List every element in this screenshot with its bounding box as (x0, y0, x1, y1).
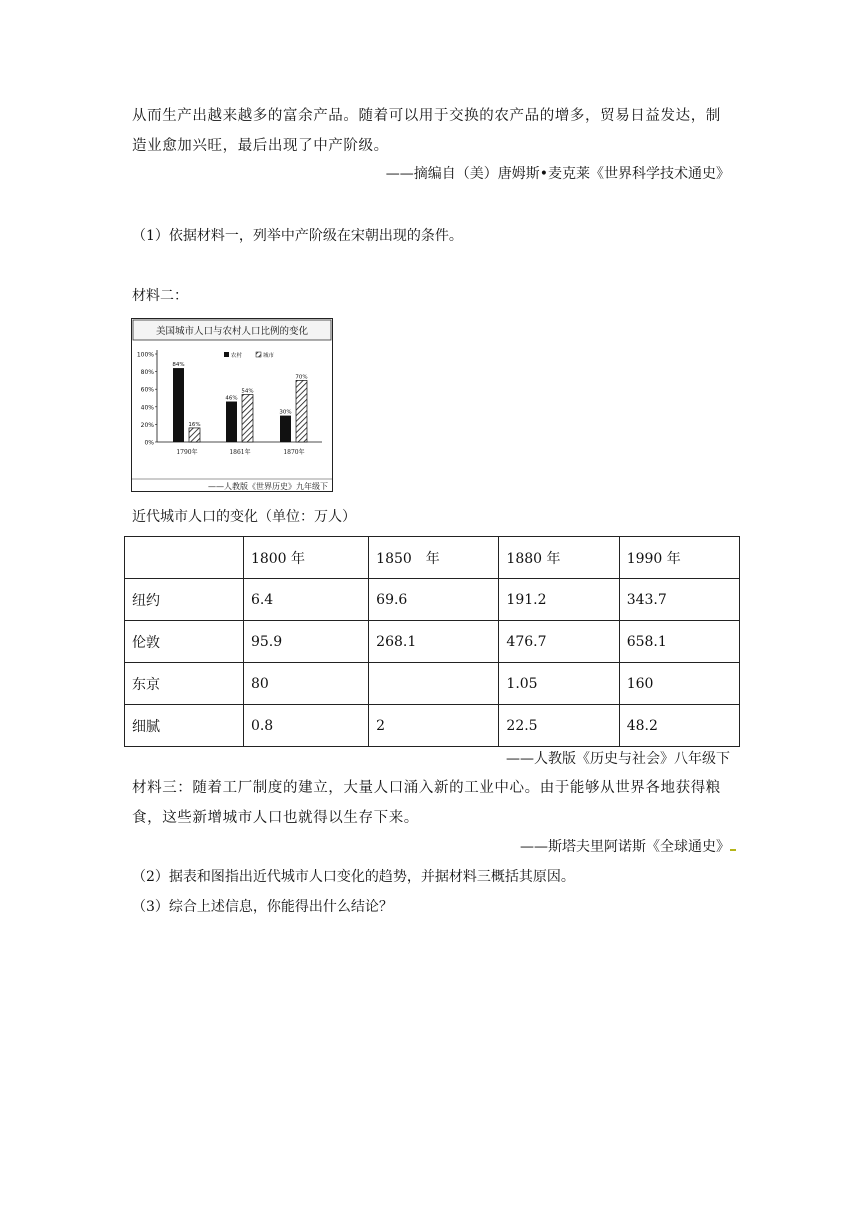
question-1: （1）依据材料一，列举中产阶级在宋朝出现的条件。 (132, 228, 463, 244)
bar-urban (296, 380, 307, 442)
header-cell: 1880 年 (499, 537, 619, 579)
table-cell: 343.7 (619, 579, 739, 621)
material1-source: ——摘编自（美）唐姆斯•麦克莱《世界科学技术通史》 (385, 166, 730, 182)
table-cell: 191.2 (499, 579, 619, 621)
table-cell: 纽约 (125, 579, 244, 621)
y-tick-label: 0% (144, 439, 154, 447)
paragraph-line-1: 从而生产出越来越多的富余产品。随着可以用于交换的农产品的增多，贸易日益发达，制 (132, 108, 721, 124)
legend-label: 城市 (263, 353, 275, 359)
bar-urban (189, 428, 200, 442)
table-row (125, 579, 740, 621)
x-tick-label: 1790年 (176, 449, 198, 456)
bar-rural (226, 402, 237, 442)
data-label: 84% (172, 362, 185, 369)
chart-title: 美国城市人口与农村人口比例的变化 (155, 326, 309, 337)
legend-swatch-rural (224, 352, 229, 357)
header-cell: 1850 年 (369, 537, 499, 579)
table-cell: 22.5 (499, 705, 619, 747)
table-cell: 69.6 (369, 579, 499, 621)
table-cell: 658.1 (619, 621, 739, 663)
table-row (125, 663, 740, 705)
table-source: ——人教版《历史与社会》八年级下 (506, 751, 730, 767)
material3-line-1: 材料三：随着工厂制度的建立，大量人口涌入新的工业中心。由于能够从世界各地获得粮 (132, 780, 721, 796)
header-cell (125, 537, 244, 579)
material3-source: ——斯塔夫里阿诺斯《全球通史》 (520, 839, 730, 855)
y-tick-label: 60% (140, 386, 154, 394)
table-cell: 48.2 (619, 705, 739, 747)
table-cell: 6.4 (243, 579, 368, 621)
table-cell: 80 (243, 663, 368, 705)
data-label: 70% (295, 374, 308, 381)
y-tick-label: 20% (140, 421, 154, 429)
table-cell: 东京 (125, 663, 244, 705)
table-caption: 近代城市人口的变化（单位：万人） (132, 509, 356, 525)
bar-rural (173, 368, 184, 442)
table-cell (369, 663, 499, 705)
header-cell: 1990 年 (619, 537, 739, 579)
x-tick-label: 1870年 (283, 449, 305, 456)
table-cell: 476.7 (499, 621, 619, 663)
table-cell: 95.9 (243, 621, 368, 663)
bar-urban (242, 394, 253, 442)
y-tick-label: 40% (140, 404, 154, 412)
table-cell: 2 (369, 705, 499, 747)
table-cell: 0.8 (243, 705, 368, 747)
y-tick-label: 100% (136, 351, 154, 359)
header-cell: 1800 年 (243, 537, 368, 579)
data-label: 46% (225, 395, 238, 402)
table-cell: 细腻 (125, 705, 244, 747)
table-cell: 1.05 (499, 663, 619, 705)
table-cell: 伦敦 (125, 621, 244, 663)
population-ratio-chart (131, 318, 333, 492)
table-row (125, 621, 740, 663)
chart-source: ——人教版《世界历史》九年级下 (208, 482, 328, 491)
decorative-mark (730, 849, 736, 851)
data-label: 16% (188, 421, 201, 428)
table-header-row (125, 537, 740, 579)
bar-rural (280, 416, 291, 442)
paragraph-line-2: 造业愈加兴旺，最后出现了中产阶级。 (132, 138, 389, 154)
table-row (125, 705, 740, 747)
legend-swatch-urban (256, 352, 261, 357)
y-tick-label: 80% (140, 369, 154, 377)
x-tick-label: 1861年 (229, 449, 251, 456)
data-label: 54% (241, 388, 254, 395)
legend-label: 农村 (231, 353, 243, 359)
material2-heading: 材料二： (132, 288, 188, 304)
question-2: （2）据表和图指出近代城市人口变化的趋势，并据材料三概括其原因。 (132, 869, 575, 885)
city-population-table (124, 536, 740, 747)
data-label: 30% (279, 409, 292, 416)
question-3: （3）综合上述信息，你能得出什么结论？ (132, 899, 393, 915)
table-cell: 160 (619, 663, 739, 705)
table-cell: 268.1 (369, 621, 499, 663)
material3-line-2: 食，这些新增城市人口也就得以生存下来。 (132, 810, 419, 826)
